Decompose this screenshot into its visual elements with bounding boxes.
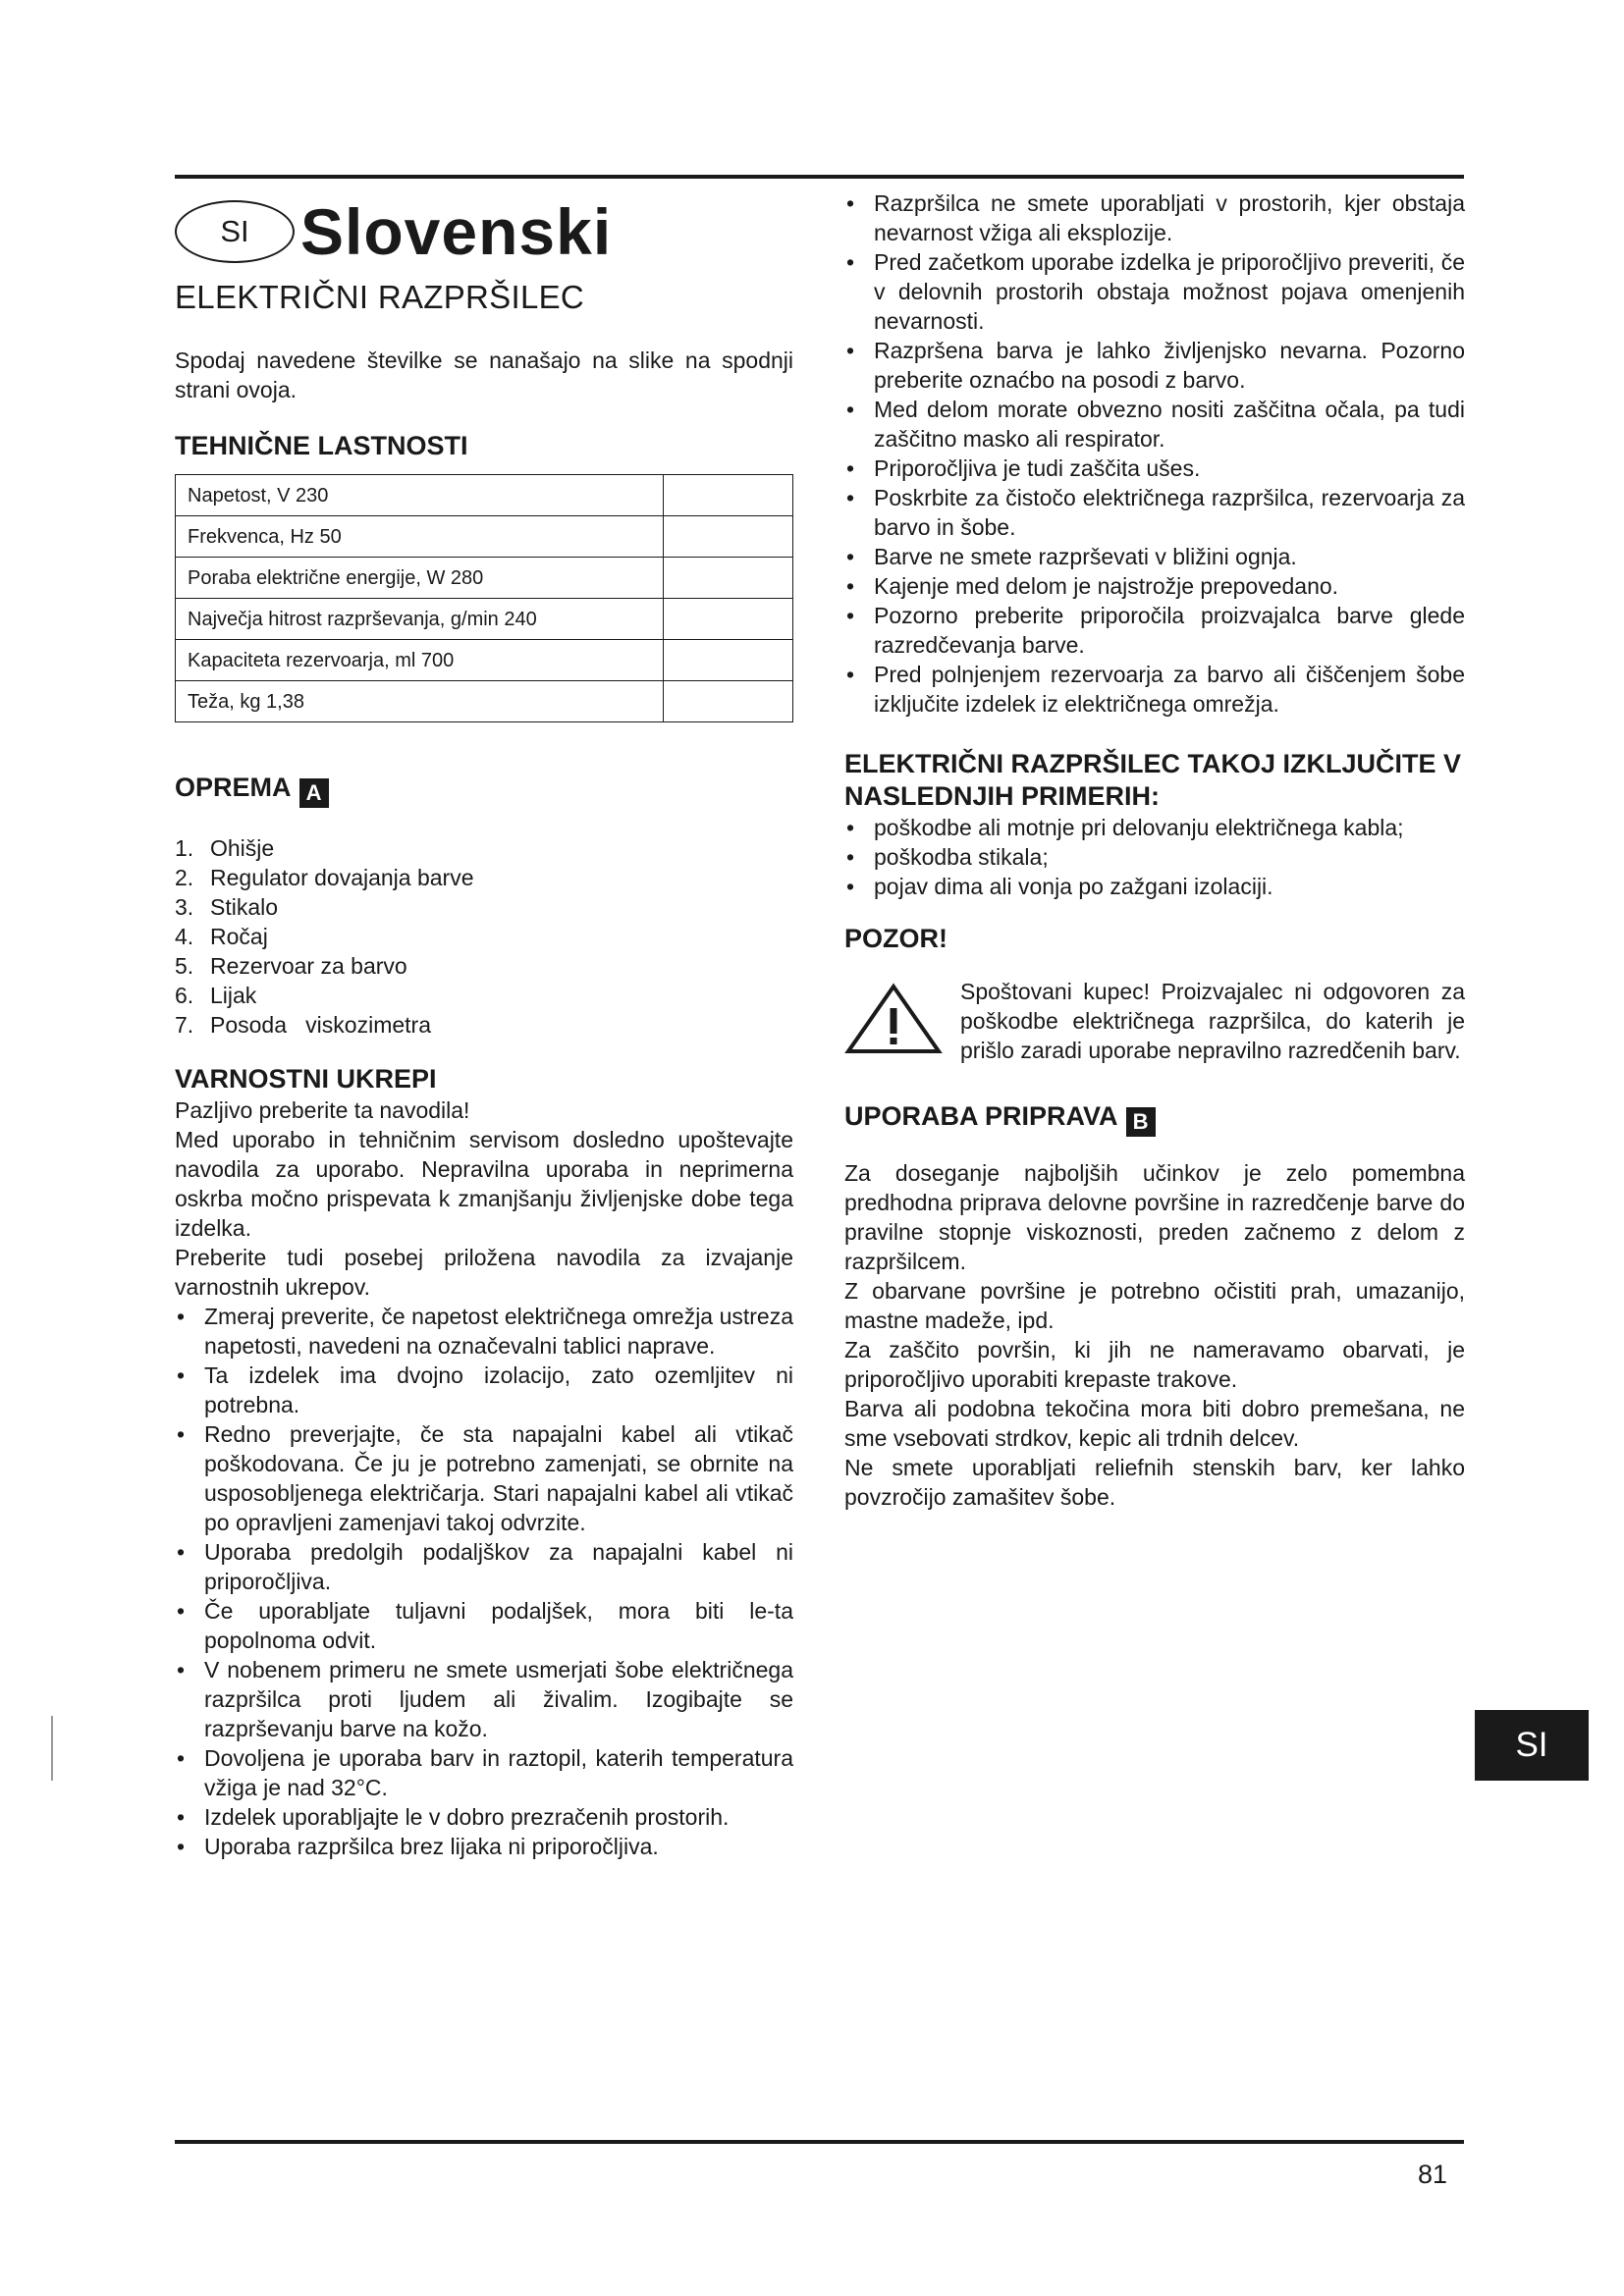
specs-row <box>176 640 793 681</box>
margin-line <box>51 1716 53 1781</box>
safety-bullet: • Redno preverjajte, če sta napajalni kabel ali vtikač poškodovana. Če ju je potrebno zamenjati, se obrnite na usposobljenega električarja. Stari napajalni kabel ali vtikač po opravljeni zamenjavi takoj odvrzite. <box>175 1419 793 1537</box>
safety-bullet: • Če uporabljate tuljavni podaljšek, mora biti le-ta popolnoma odvit. <box>175 1596 793 1655</box>
equipment-item-number: 7. <box>175 1012 194 1038</box>
specs-row <box>176 558 793 599</box>
specs-empty-cell <box>664 475 793 516</box>
equipment-item <box>175 951 793 981</box>
safety-bullet: • Izdelek uporabljajte le v dobro prezračenih prostorih. <box>175 1802 793 1832</box>
equipment-item-number: 5. <box>175 953 194 979</box>
equipment-item-label: Posoda viskozimetra <box>210 1012 431 1038</box>
right-column <box>844 188 1465 1512</box>
equipment-item-number: 3. <box>175 894 194 920</box>
specs-heading: TEHNIČNE LASTNOSTI <box>175 431 468 460</box>
safety-bullet-list-continued <box>844 188 1465 719</box>
equipment-item-label: Rezervoar za barvo <box>210 953 407 979</box>
specs-empty-cell <box>664 640 793 681</box>
language-header <box>175 192 793 271</box>
safety-bullet: • Razpršilca ne smete uporabljati v prostorih, kjer obstaja nevarnost vžiga ali eksplozije. <box>844 188 1465 247</box>
safety-bullet: • Pred polnjenjem rezervoarja za barvo ali čiščenjem šobe izključite izdelek iz električnega omrežja. <box>844 660 1465 719</box>
preparation-text <box>844 1158 1465 1512</box>
safety-bullet: • Barve ne smete razprševati v bližini ognja. <box>844 542 1465 571</box>
equipment-heading <box>175 772 793 808</box>
document-title: ELEKTRIČNI RAZPRŠILEC <box>175 279 585 315</box>
switch-off-bullet: • poškodba stikala; <box>844 842 1465 872</box>
safety-heading: VARNOSTNI UKREPI <box>175 1064 437 1094</box>
figure-letter-a: A <box>299 778 329 808</box>
switch-off-bullet: • pojav dima ali vonja po zažgani izolaciji. <box>844 872 1465 901</box>
equipment-item-label: Lijak <box>210 983 257 1008</box>
safety-bullet: • Ta izdelek ima dvojno izolacijo, zato ozemljitev ni potrebna. <box>175 1361 793 1419</box>
preparation-paragraph: Z obarvane površine je potrebno očistiti prah, umazanijo, mastne madeže, ipd. <box>844 1278 1465 1333</box>
bottom-rule <box>175 2140 1464 2144</box>
top-rule <box>175 175 1464 179</box>
safety-bullet: • Priporočljiva je tudi zaščita ušes. <box>844 454 1465 483</box>
specs-empty-cell <box>664 558 793 599</box>
specs-empty-cell <box>664 681 793 722</box>
switch-off-bullet: • poškodbe ali motnje pri delovanju električnega kabla; <box>844 813 1465 842</box>
safety-bullet: • Pozorno preberite priporočila proizvajalca barve glede razredčevanja barve. <box>844 601 1465 660</box>
specs-label: Poraba električne energije, W 280 <box>176 558 664 599</box>
specs-label: Teža, kg 1,38 <box>176 681 664 722</box>
equipment-item-label: Regulator dovajanja barve <box>210 865 474 890</box>
warning-triangle-icon <box>844 983 943 1055</box>
figure-letter-b: B <box>1126 1107 1156 1137</box>
equipment-item-label: Ročaj <box>210 924 268 949</box>
specs-row <box>176 599 793 640</box>
caution-block <box>844 977 1465 1065</box>
preparation-heading-text: UPORABA PRIPRAVA <box>844 1101 1118 1131</box>
safety-bullet: • Pred začetkom uporabe izdelka je priporočljivo preveriti, če v delovnih prostorih obstaja možnost pojava omenjenih nevarnosti. <box>844 247 1465 336</box>
specs-label: Največja hitrost razprševanja, g/min 240 <box>176 599 664 640</box>
equipment-list <box>175 833 793 1040</box>
specs-row <box>176 475 793 516</box>
safety-bullet: • Zmeraj preverite, če napetost električnega omrežja ustreza napetosti, navedeni na označevalni tablici naprave. <box>175 1302 793 1361</box>
equipment-item <box>175 863 793 892</box>
safety-bullet: • V nobenem primeru ne smete usmerjati šobe električnega razpršilca proti ljudem ali živalim. Izogibajte se razprševanju barve na kožo. <box>175 1655 793 1743</box>
specs-label: Napetost, V 230 <box>176 475 664 516</box>
preparation-paragraph: Za zaščito površin, ki jih ne nameravamo obarvati, je priporočljivo uporabiti krepaste trakove. <box>844 1337 1465 1392</box>
language-badge: SI <box>175 200 295 263</box>
equipment-heading-text: OPREMA <box>175 773 292 802</box>
equipment-item <box>175 892 793 922</box>
safety-bullet: • Razpršena barva je lahko življenjsko nevarna. Pozorno preberite oznaćbo na posodi z barvo. <box>844 336 1465 395</box>
safety-bullet: • Kajenje med delom je najstrožje prepovedano. <box>844 571 1465 601</box>
specs-empty-cell <box>664 516 793 558</box>
safety-bullet: • Uporaba predolgih podaljškov za napajalni kabel ni priporočljiva. <box>175 1537 793 1596</box>
specs-label: Frekvenca, Hz 50 <box>176 516 664 558</box>
equipment-item-label: Stikalo <box>210 894 279 920</box>
preparation-paragraph: Ne smete uporabljati reliefnih stenskih barv, ker lahko povzročijo zamašitev šobe. <box>844 1455 1465 1510</box>
equipment-item-number: 2. <box>175 865 194 890</box>
equipment-item <box>175 1010 793 1040</box>
left-column <box>175 192 793 1861</box>
specs-row <box>176 516 793 558</box>
equipment-item-label: Ohišje <box>210 835 275 861</box>
preparation-paragraph: Za doseganje najboljših učinkov je zelo pomembna predhodna priprava delovne površine in razredčenje barve do pravilne stopnje viskoznosti, preden začnemo z delom z razpršilcem. <box>844 1160 1465 1274</box>
safety-subheading: Pazljivo preberite ta navodila! <box>175 1097 470 1123</box>
specs-label: Kapaciteta rezervoarja, ml 700 <box>176 640 664 681</box>
switch-off-bullet-list <box>844 813 1465 901</box>
caution-text: Spoštovani kupec! Proizvajalec ni odgovoren za poškodbe električnega razpršilca, do katerih je prišlo zaradi uporabe nepravilno razredčenih barv. <box>960 979 1465 1063</box>
caution-heading: POZOR! <box>844 924 947 953</box>
equipment-item-number: 1. <box>175 835 194 861</box>
equipment-item <box>175 922 793 951</box>
switch-off-heading: ELEKTRIČNI RAZPRŠILEC TAKOJ IZKLJUČITE V NASLEDNJIH PRIMERIH: <box>844 749 1462 811</box>
safety-para-2: Preberite tudi posebej priložena navodila za izvajanje varnostnih ukrepov. <box>175 1245 793 1300</box>
safety-bullet: • Poskrbite za čistočo električnega razpršilca, rezervoarja za barvo in šobe. <box>844 483 1465 542</box>
equipment-item-number: 6. <box>175 983 194 1008</box>
safety-para-1: Med uporabo in tehničnim servisom dosledno upoštevajte navodila za uporabo. Nepravilna uporaba in neprimerna oskrba močno prispevata k zmanjšanju življenjske dobe tega izdelka. <box>175 1127 793 1241</box>
safety-bullet: • Med delom morate obvezno nositi zaščitna očala, pa tudi zaščitno masko ali respirator. <box>844 395 1465 454</box>
safety-bullet-list <box>175 1302 793 1861</box>
language-title: Slovenski <box>300 195 613 268</box>
specs-table <box>175 474 793 722</box>
equipment-item <box>175 981 793 1010</box>
specs-empty-cell <box>664 599 793 640</box>
intro-text: Spodaj navedene številke se nanašajo na slike na spodnji strani ovoja. <box>175 347 793 402</box>
preparation-heading <box>844 1100 1465 1137</box>
safety-bullet: • Dovoljena je uporaba barv in raztopil, katerih temperatura vžiga je nad 32°C. <box>175 1743 793 1802</box>
safety-bullet: • Uporaba razpršilca brez lijaka ni priporočljiva. <box>175 1832 793 1861</box>
page-number: 81 <box>1418 2160 1448 2189</box>
equipment-item <box>175 833 793 863</box>
preparation-paragraph: Barva ali podobna tekočina mora biti dobro premešana, ne sme vsebovati strdkov, kepic ali trdnih delcev. <box>844 1396 1465 1451</box>
language-side-tab: SI <box>1475 1710 1589 1781</box>
equipment-item-number: 4. <box>175 924 194 949</box>
specs-row <box>176 681 793 722</box>
